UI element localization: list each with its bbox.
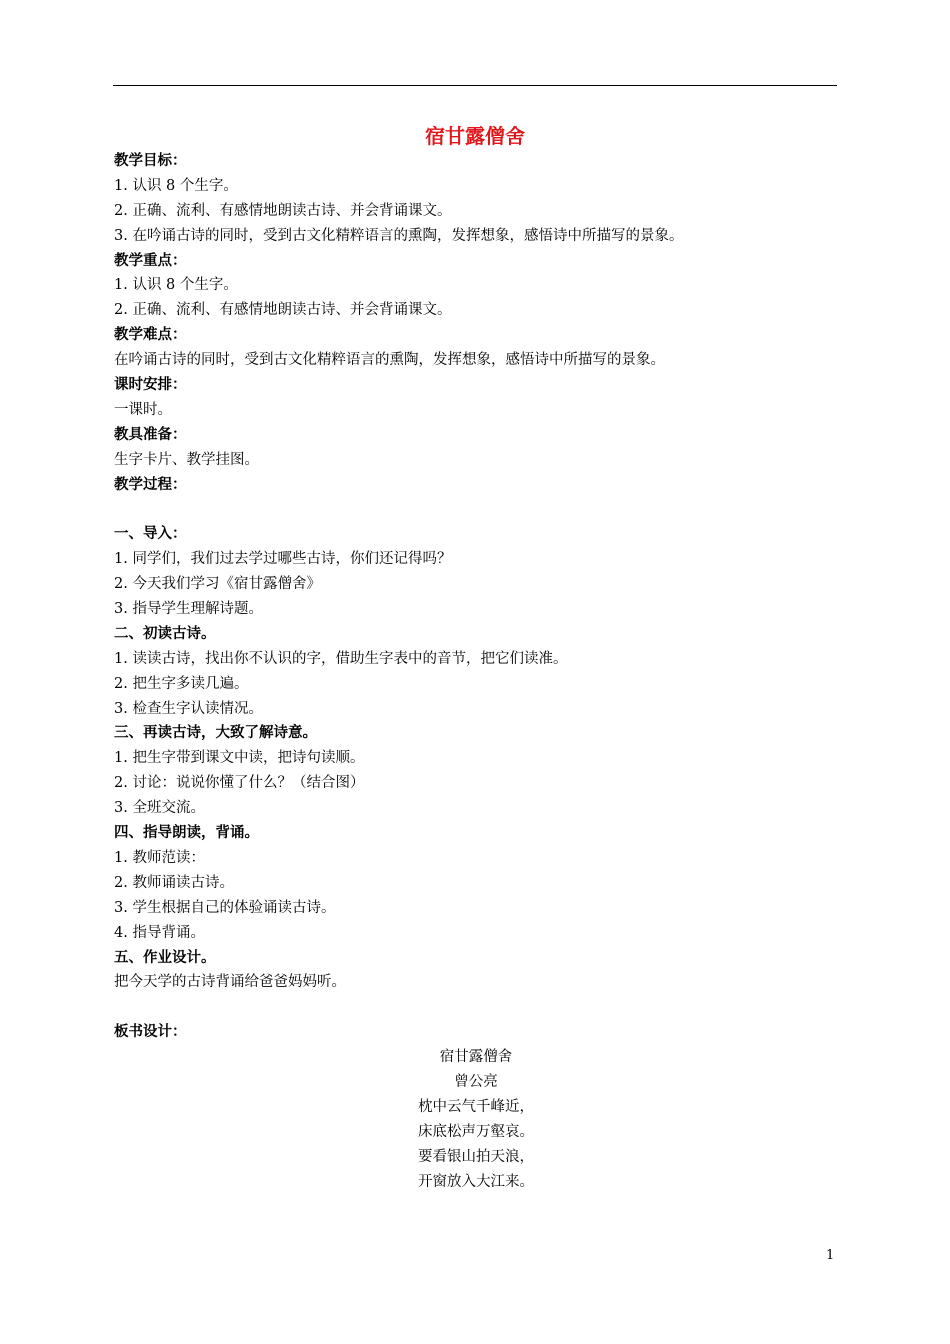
board-poem-title: 宿甘露僧舍 — [439, 1049, 513, 1066]
difficulty-text: 在吟诵古诗的同时，受到古文化精粹语言的熏陶，发挥想象，感悟诗中所描写的景象。 — [114, 352, 665, 369]
schedule-text: 一课时。 — [114, 401, 172, 418]
step4-item: 4. 指导背诵。 — [114, 924, 205, 941]
poem-line: 枕中云气千峰近， — [418, 1098, 534, 1115]
goals-heading: 教学目标： — [114, 153, 187, 169]
step4-heading: 四、指导朗读，背诵。 — [114, 825, 259, 842]
poem-line: 开窗放入大江来。 — [418, 1173, 534, 1190]
step1-item: 3. 指导学生理解诗题。 — [114, 601, 263, 618]
step1-heading: 一、导入： — [114, 526, 187, 543]
tools-text: 生字卡片、教学挂图。 — [114, 451, 259, 468]
tools-heading: 教具准备： — [114, 426, 187, 443]
page-title: 宿甘露僧舍 — [425, 124, 525, 148]
step2-item: 1. 读读古诗，找出你不认识的字，借助生字表中的音节，把它们读准。 — [114, 650, 568, 667]
goal-item: 2. 正确、流利、有感情地朗读古诗、并会背诵课文。 — [114, 202, 452, 219]
header-rule — [113, 85, 837, 86]
difficulty-heading: 教学难点： — [114, 327, 187, 344]
step1-item: 2. 今天我们学习《宿甘露僧舍》 — [114, 576, 321, 593]
step4-item: 2. 教师诵读古诗。 — [114, 874, 234, 891]
step3-item: 1. 把生字带到课文中读，把诗句读顺。 — [114, 750, 365, 767]
step2-item: 2. 把生字多读几遍。 — [114, 675, 249, 692]
step4-item: 3. 学生根据自己的体验诵读古诗。 — [114, 899, 336, 916]
step1-item: 1. 同学们，我们过去学过哪些古诗，你们还记得吗？ — [114, 551, 452, 568]
goal-item: 3. 在吟诵古诗的同时，受到古文化精粹语言的熏陶，发挥想象，感悟诗中所描写的景象。 — [114, 227, 684, 244]
key-item: 1. 认识 8 个生字。 — [114, 277, 238, 294]
poem-line: 要看银山拍天浪， — [418, 1148, 534, 1165]
board-author: 曾公亮 — [454, 1073, 498, 1090]
step2-heading: 二、初读古诗。 — [114, 625, 216, 642]
step5-heading: 五、作业设计。 — [114, 949, 216, 966]
spacer — [114, 497, 834, 522]
page-number: 1 — [826, 1248, 835, 1263]
step5-text: 把今天学的古诗背诵给爸爸妈妈听。 — [114, 974, 346, 991]
key-item: 2. 正确、流利、有感情地朗读古诗、并会背诵课文。 — [114, 302, 452, 319]
step3-heading: 三、再读古诗，大致了解诗意。 — [114, 725, 317, 742]
step3-item: 3. 全班交流。 — [114, 800, 205, 817]
lesson-plan-body — [114, 149, 834, 1194]
board-heading: 板书设计： — [114, 1024, 187, 1041]
key-heading: 教学重点： — [114, 252, 187, 269]
step3-item: 2. 讨论：说说你懂了什么？（结合图） — [114, 775, 365, 792]
poem-line: 床底松声万壑哀。 — [418, 1123, 534, 1140]
schedule-heading: 课时安排： — [114, 377, 187, 394]
spacer — [114, 995, 834, 1020]
process-heading: 教学过程： — [114, 476, 187, 493]
step4-item: 1. 教师范读： — [114, 849, 205, 866]
goal-item: 1. 认识 8 个生字。 — [114, 177, 238, 194]
step2-item: 3. 检查生字认读情况。 — [114, 700, 263, 717]
